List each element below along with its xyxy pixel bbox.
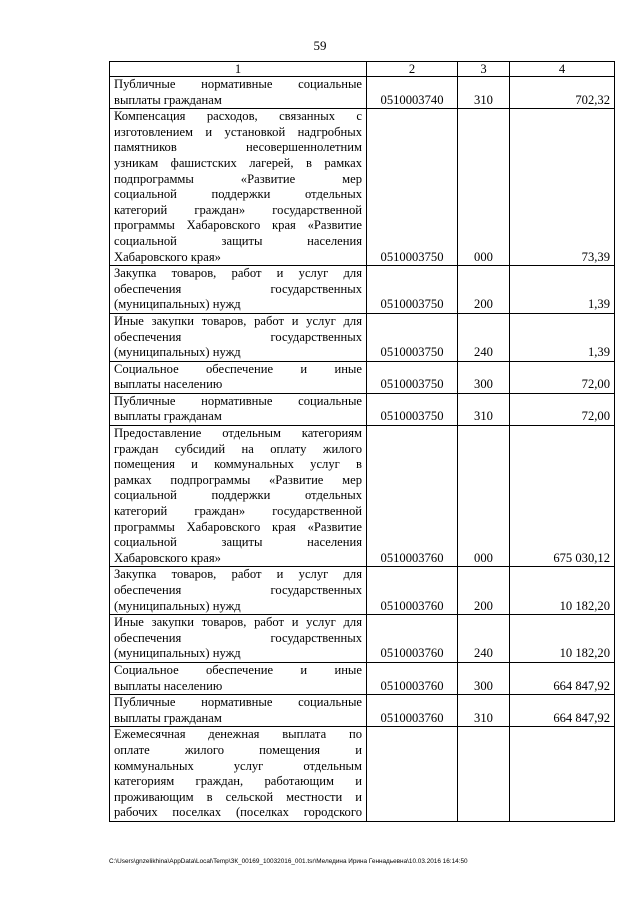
row-name-line: Ежемесячная денежная выплата по (114, 727, 362, 742)
row-name-line: проживающим в сельской местности и (114, 789, 362, 804)
table-header-row (110, 62, 615, 77)
row-name-cell (110, 361, 367, 393)
column-header-name: 1 (110, 62, 367, 77)
row-name-line: изготовлением и установкой надгробных (114, 124, 362, 139)
row-name-line: категорий граждан» государственной (114, 202, 362, 217)
row-name-line: подпрограммы «Развитие мер (114, 171, 362, 186)
row-name-line: узникам фашистских лагерей, в рамках (114, 155, 362, 170)
row-code-cell: 0510003760 (367, 426, 458, 567)
row-name-cell (110, 313, 367, 361)
row-code-cell: 0510003750 (367, 361, 458, 393)
row-name-line: Социальное обеспечение и иные (114, 662, 362, 677)
column-header-amount: 4 (510, 62, 615, 77)
row-name-line: обеспечения государственных (114, 281, 362, 296)
row-type-cell: 310 (458, 695, 510, 727)
row-amount-cell: 675 030,12 (510, 426, 615, 567)
row-name-cell (110, 567, 367, 615)
row-type-cell: 300 (458, 361, 510, 393)
table-row (110, 393, 615, 425)
row-name-line: рабочих поселках (поселках городского (114, 805, 362, 820)
row-amount-cell: 1,39 (510, 313, 615, 361)
row-name-line: (муниципальных) нужд (114, 345, 241, 360)
row-amount-cell: 664 847,92 (510, 662, 615, 694)
row-amount-cell: 1,39 (510, 266, 615, 314)
row-name-line: социальной поддержки отдельных (114, 488, 362, 503)
row-code-cell: 0510003760 (367, 662, 458, 694)
row-name-line: программы Хабаровского края «Развитие (114, 218, 362, 233)
table-row (110, 567, 615, 615)
row-name-line: социальной защиты населения (114, 535, 362, 550)
row-name-line: памятников несовершеннолетним (114, 140, 362, 155)
row-amount-cell: 10 182,20 (510, 567, 615, 615)
row-name-line: категориям граждан, работающим и (114, 774, 362, 789)
row-type-cell: 240 (458, 313, 510, 361)
row-amount-cell: 702,32 (510, 77, 615, 109)
row-type-cell: 000 (458, 109, 510, 266)
row-name-line: выплаты населению (114, 678, 223, 693)
row-name-line: Хабаровского края» (114, 550, 221, 565)
row-code-cell: 0510003740 (367, 77, 458, 109)
row-name-line: обеспечения государственных (114, 630, 362, 645)
row-name-line: (муниципальных) нужд (114, 646, 241, 661)
row-type-cell: 200 (458, 567, 510, 615)
table-row (110, 109, 615, 266)
row-name-line: коммунальных услуг отдельным (114, 758, 362, 773)
row-amount-cell: 72,00 (510, 361, 615, 393)
row-name-line: программы Хабаровского края «Развитие (114, 519, 362, 534)
table-row (110, 266, 615, 314)
row-name-line: граждан субсидий на оплату жилого (114, 441, 362, 456)
row-name-line: обеспечения государственных (114, 329, 362, 344)
row-amount-cell: 664 847,92 (510, 695, 615, 727)
row-code-cell: 0510003760 (367, 567, 458, 615)
footer-file-path: C:\Users\gnzelikhina\AppData\Local\Temp\ЗК_00169_10032016_001.tsr\Меледина Ирина Геннадьевна\10.03.2016 16:14:50 (109, 858, 468, 865)
table-row (110, 313, 615, 361)
table-row (110, 615, 615, 663)
row-name-line: Социальное обеспечение и иные (114, 361, 362, 376)
row-name-cell (110, 662, 367, 694)
row-amount-cell: 10 182,20 (510, 615, 615, 663)
table-row (110, 77, 615, 109)
budget-table (109, 61, 615, 822)
row-type-cell: 300 (458, 662, 510, 694)
row-name-line: выплаты гражданам (114, 92, 222, 107)
row-name-line: Иные закупки товаров, работ и услуг для (114, 313, 362, 328)
row-name-line: Закупка товаров, работ и услуг для (114, 567, 362, 582)
row-code-cell: 0510003760 (367, 615, 458, 663)
row-name-cell (110, 77, 367, 109)
row-name-line: Предоставление отдельным категориям (114, 426, 362, 441)
row-type-cell: 310 (458, 393, 510, 425)
table-row (110, 695, 615, 727)
row-code-cell: 0510003750 (367, 313, 458, 361)
row-name-cell (110, 426, 367, 567)
row-name-cell (110, 109, 367, 266)
row-name-line: оплате жилого помещения и (114, 742, 362, 757)
row-code-cell: 0510003750 (367, 109, 458, 266)
row-name-line: выплаты населению (114, 377, 223, 392)
column-header-code: 2 (367, 62, 458, 77)
page-number: 59 (313, 38, 327, 53)
row-code-cell: 0510003750 (367, 266, 458, 314)
row-name-line: Публичные нормативные социальные (114, 393, 362, 408)
row-code-cell (367, 727, 458, 822)
row-name-line: Иные закупки товаров, работ и услуг для (114, 615, 362, 630)
row-name-cell (110, 393, 367, 425)
column-header-type: 3 (458, 62, 510, 77)
row-name-line: (муниципальных) нужд (114, 598, 241, 613)
row-name-line: рамках подпрограммы «Развитие мер (114, 472, 362, 487)
row-amount-cell: 73,39 (510, 109, 615, 266)
row-name-line: социальной поддержки отдельных (114, 187, 362, 202)
row-name-line: обеспечения государственных (114, 583, 362, 597)
row-name-line: (муниципальных) нужд (114, 297, 241, 312)
row-type-cell: 200 (458, 266, 510, 314)
row-type-cell: 310 (458, 77, 510, 109)
row-name-line: социальной защиты населения (114, 233, 362, 248)
row-name-line: помещения и коммунальных услуг в (114, 457, 362, 472)
row-name-cell (110, 615, 367, 663)
row-code-cell: 0510003760 (367, 695, 458, 727)
row-amount-cell: 72,00 (510, 393, 615, 425)
row-name-cell (110, 695, 367, 727)
table-row (110, 361, 615, 393)
row-name-line: Закупка товаров, работ и услуг для (114, 266, 362, 281)
row-name-line: выплаты гражданам (114, 409, 222, 424)
row-name-line: Хабаровского края» (114, 249, 221, 264)
row-name-line: Компенсация расходов, связанных с (114, 109, 362, 124)
row-name-line: выплаты гражданам (114, 710, 222, 725)
row-name-cell (110, 727, 367, 822)
row-type-cell: 000 (458, 426, 510, 567)
row-type-cell: 240 (458, 615, 510, 663)
table-row (110, 426, 615, 567)
table-row (110, 662, 615, 694)
table-row (110, 727, 615, 822)
row-name-line: Публичные нормативные социальные (114, 77, 362, 91)
row-name-cell (110, 266, 367, 314)
row-name-line: категорий граждан» государственной (114, 504, 362, 519)
row-name-line: Публичные нормативные социальные (114, 695, 362, 710)
row-amount-cell (510, 727, 615, 822)
row-code-cell: 0510003750 (367, 393, 458, 425)
row-type-cell (458, 727, 510, 822)
